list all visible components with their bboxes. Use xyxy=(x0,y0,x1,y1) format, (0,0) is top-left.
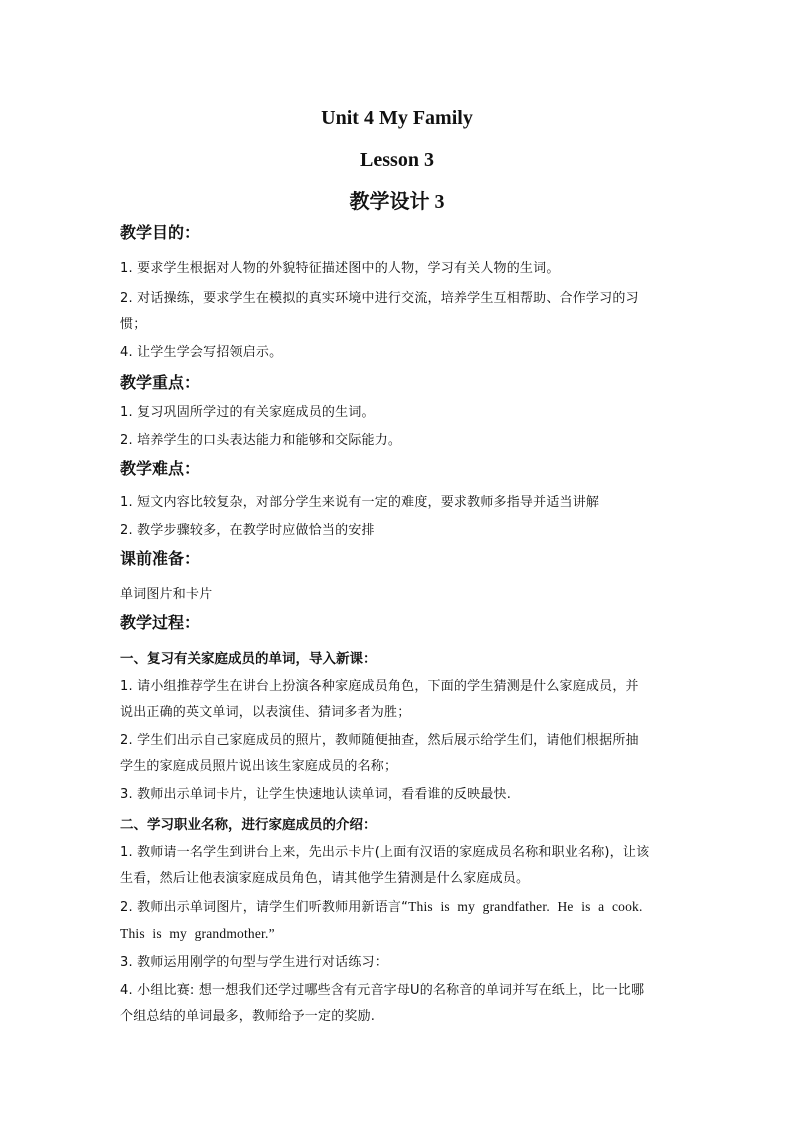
key-points-heading: 教学重点： xyxy=(120,373,201,392)
process-part2-item-continued: 个组总结的单词最多，教师给予一定的奖励. xyxy=(120,1009,376,1024)
process-part1-item: 2. 学生们出示自己家庭成员的照片，教师随便抽查，然后展示给学生们，请他们根据所抽 xyxy=(120,733,639,748)
difficulties-heading: 教学难点： xyxy=(120,459,201,478)
objective-item: 2. 对话操练，要求学生在模拟的真实环境中进行交流，培养学生互相帮助、合作学习的习 xyxy=(120,291,639,306)
process-part2-item-continued: 生看，然后让他表演家庭成员角色，请其他学生猜测是什么家庭成员。 xyxy=(120,871,530,886)
preparation-heading: 课前准备： xyxy=(120,549,201,568)
objective-item: 1. 要求学生根据对人物的外貌特征描述图中的人物，学习有关人物的生词。 xyxy=(120,261,560,276)
process-part1-item-continued: 学生的家庭成员照片说出该生家庭成员的名称； xyxy=(120,759,398,774)
lesson-title: Lesson 3 xyxy=(360,149,434,171)
process-part2-item: 3. 教师运用刚学的句型与学生进行对话练习： xyxy=(120,955,388,970)
process-part1-title: 一、复习有关家庭成员的单词，导入新课： xyxy=(120,651,377,667)
key-points-section xyxy=(120,372,678,454)
example-sentence-1: This is my grandfather. He is a cook. xyxy=(408,899,643,914)
objectives-heading: 教学目的： xyxy=(120,223,201,242)
difficulties-section xyxy=(120,458,678,544)
objective-item: 4. 让学生学会写招领启示。 xyxy=(120,345,283,360)
example-sentence-2: This is my grandmother.” xyxy=(120,926,275,941)
process-part1-item: 3. 教师出示单词卡片，让学生快速地认读单词，看看谁的反映最快. xyxy=(120,787,512,802)
process-part2-item xyxy=(120,894,678,921)
process-heading: 教学过程： xyxy=(120,613,201,632)
preparation-section xyxy=(120,548,678,608)
difficulty-item: 2. 教学步骤较多，在教学时应做恰当的安排 xyxy=(120,523,375,538)
process-part2-title: 二、学习职业名称，进行家庭成员的介绍： xyxy=(120,817,377,833)
preparation-item: 单词图片和卡片 xyxy=(120,587,213,602)
process-part2-item: 4. 小组比赛: 想一想我们还学过哪些含有元音字母U的名称音的单词并写在纸上，比一比哪 xyxy=(120,983,645,998)
key-point-item: 2. 培养学生的口头表达能力和能够和交际能力。 xyxy=(120,433,402,448)
process-part1-item: 1. 请小组推荐学生在讲台上扮演各种家庭成员角色，下面的学生猜测是什么家庭成员，并 xyxy=(120,679,639,694)
key-point-item: 1. 复习巩固所学过的有关家庭成员的生词。 xyxy=(120,405,375,420)
process-part2-item: 1. 教师请一名学生到讲台上来，先出示卡片(上面有汉语的家庭成员名称和职业名称)，让该 xyxy=(120,845,650,860)
process-section xyxy=(120,612,678,1030)
objectives-section xyxy=(120,222,678,366)
document-body xyxy=(120,222,678,1030)
objective-item-continued: 惯； xyxy=(120,317,147,332)
process-part2-item-continued xyxy=(120,921,678,948)
process-part2-item-text: 2. 教师出示单词图片，请学生们听教师用新语言“ xyxy=(120,900,409,915)
unit-title: Unit 4 My Family xyxy=(321,107,473,129)
design-title: 教学设计 3 xyxy=(349,191,445,213)
process-part1-item-continued: 说出正确的英文单词，以表演佳、猜词多者为胜； xyxy=(120,705,411,720)
difficulty-item: 1. 短文内容比较复杂，对部分学生来说有一定的难度，要求教师多指导并适当讲解 xyxy=(120,495,600,510)
